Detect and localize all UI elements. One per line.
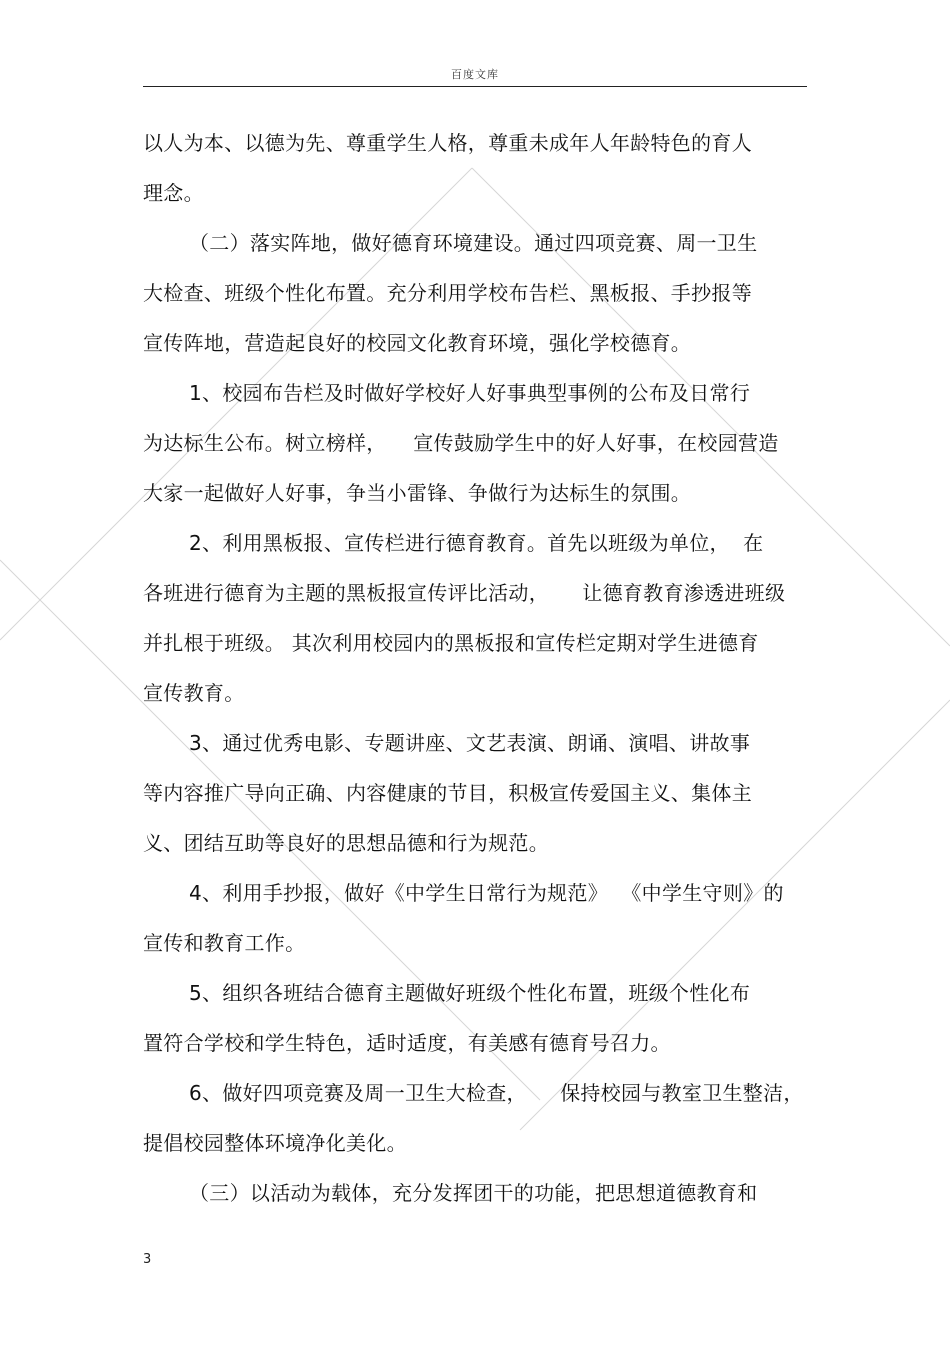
body-line: 以人为本、以德为先、尊重学生人格，尊重未成年人年龄特色的育人 — [143, 131, 752, 155]
body-line: 为达标生公布。树立榜样， 宣传鼓励学生中的好人好事，在校园营造 — [143, 431, 779, 455]
body-line: 置符合学校和学生特色，适时适度，有美感有德育号召力。 — [143, 1031, 671, 1055]
body-line: 1、校园布告栏及时做好学校好人好事典型事例的公布及日常行 — [189, 381, 751, 405]
body-line: 宣传和教育工作。 — [143, 931, 306, 955]
body-line: 2、利用黑板报、宣传栏进行德育教育。首先以班级为单位， 在 — [189, 531, 764, 555]
page-number: 3 — [143, 1252, 152, 1267]
body-line: 6、做好四项竞赛及周一卫生大检查， 保持校园与教室卫生整洁， — [189, 1081, 804, 1105]
page-header-title: 百度文库 — [451, 68, 499, 81]
body-line: 提倡校园整体环境净化美化。 — [143, 1131, 407, 1155]
body-line: （二）落实阵地，做好德育环境建设。通过四项竞赛、周一卫生 — [189, 231, 758, 255]
body-line: 大家一起做好人好事，争当小雷锋、争做行为达标生的氛围。 — [143, 481, 692, 505]
body-line: 宣传教育。 — [143, 681, 245, 705]
body-line: 并扎根于班级。 其次利用校园内的黑板报和宣传栏定期对学生进德育 — [143, 631, 759, 655]
body-line: 宣传阵地，营造起良好的校园文化教育环境，强化学校德育。 — [143, 331, 692, 355]
body-line: 大检查、班级个性化布置。充分利用学校布告栏、黑板报、手抄报等 — [143, 281, 752, 305]
body-line: 5、组织各班结合德育主题做好班级个性化布置，班级个性化布 — [189, 981, 751, 1005]
body-line: 4、利用手抄报，做好《中学生日常行为规范》 《中学生守则》的 — [189, 881, 784, 905]
body-line: 理念。 — [143, 181, 204, 205]
body-line: 各班进行德育为主题的黑板报宣传评比活动， 让德育教育渗透进班级 — [143, 581, 786, 605]
body-line: （三）以活动为载体，充分发挥团干的功能，把思想道德教育和 — [189, 1181, 758, 1205]
header-divider — [143, 86, 807, 87]
body-line: 义、团结互助等良好的思想品德和行为规范。 — [143, 831, 549, 855]
body-line: 3、通过优秀电影、专题讲座、文艺表演、朗诵、演唱、讲故事 — [189, 731, 751, 755]
body-line: 等内容推广导向正确、内容健康的节目，积极宣传爱国主义、集体主 — [143, 781, 752, 805]
document-body — [143, 118, 807, 1218]
